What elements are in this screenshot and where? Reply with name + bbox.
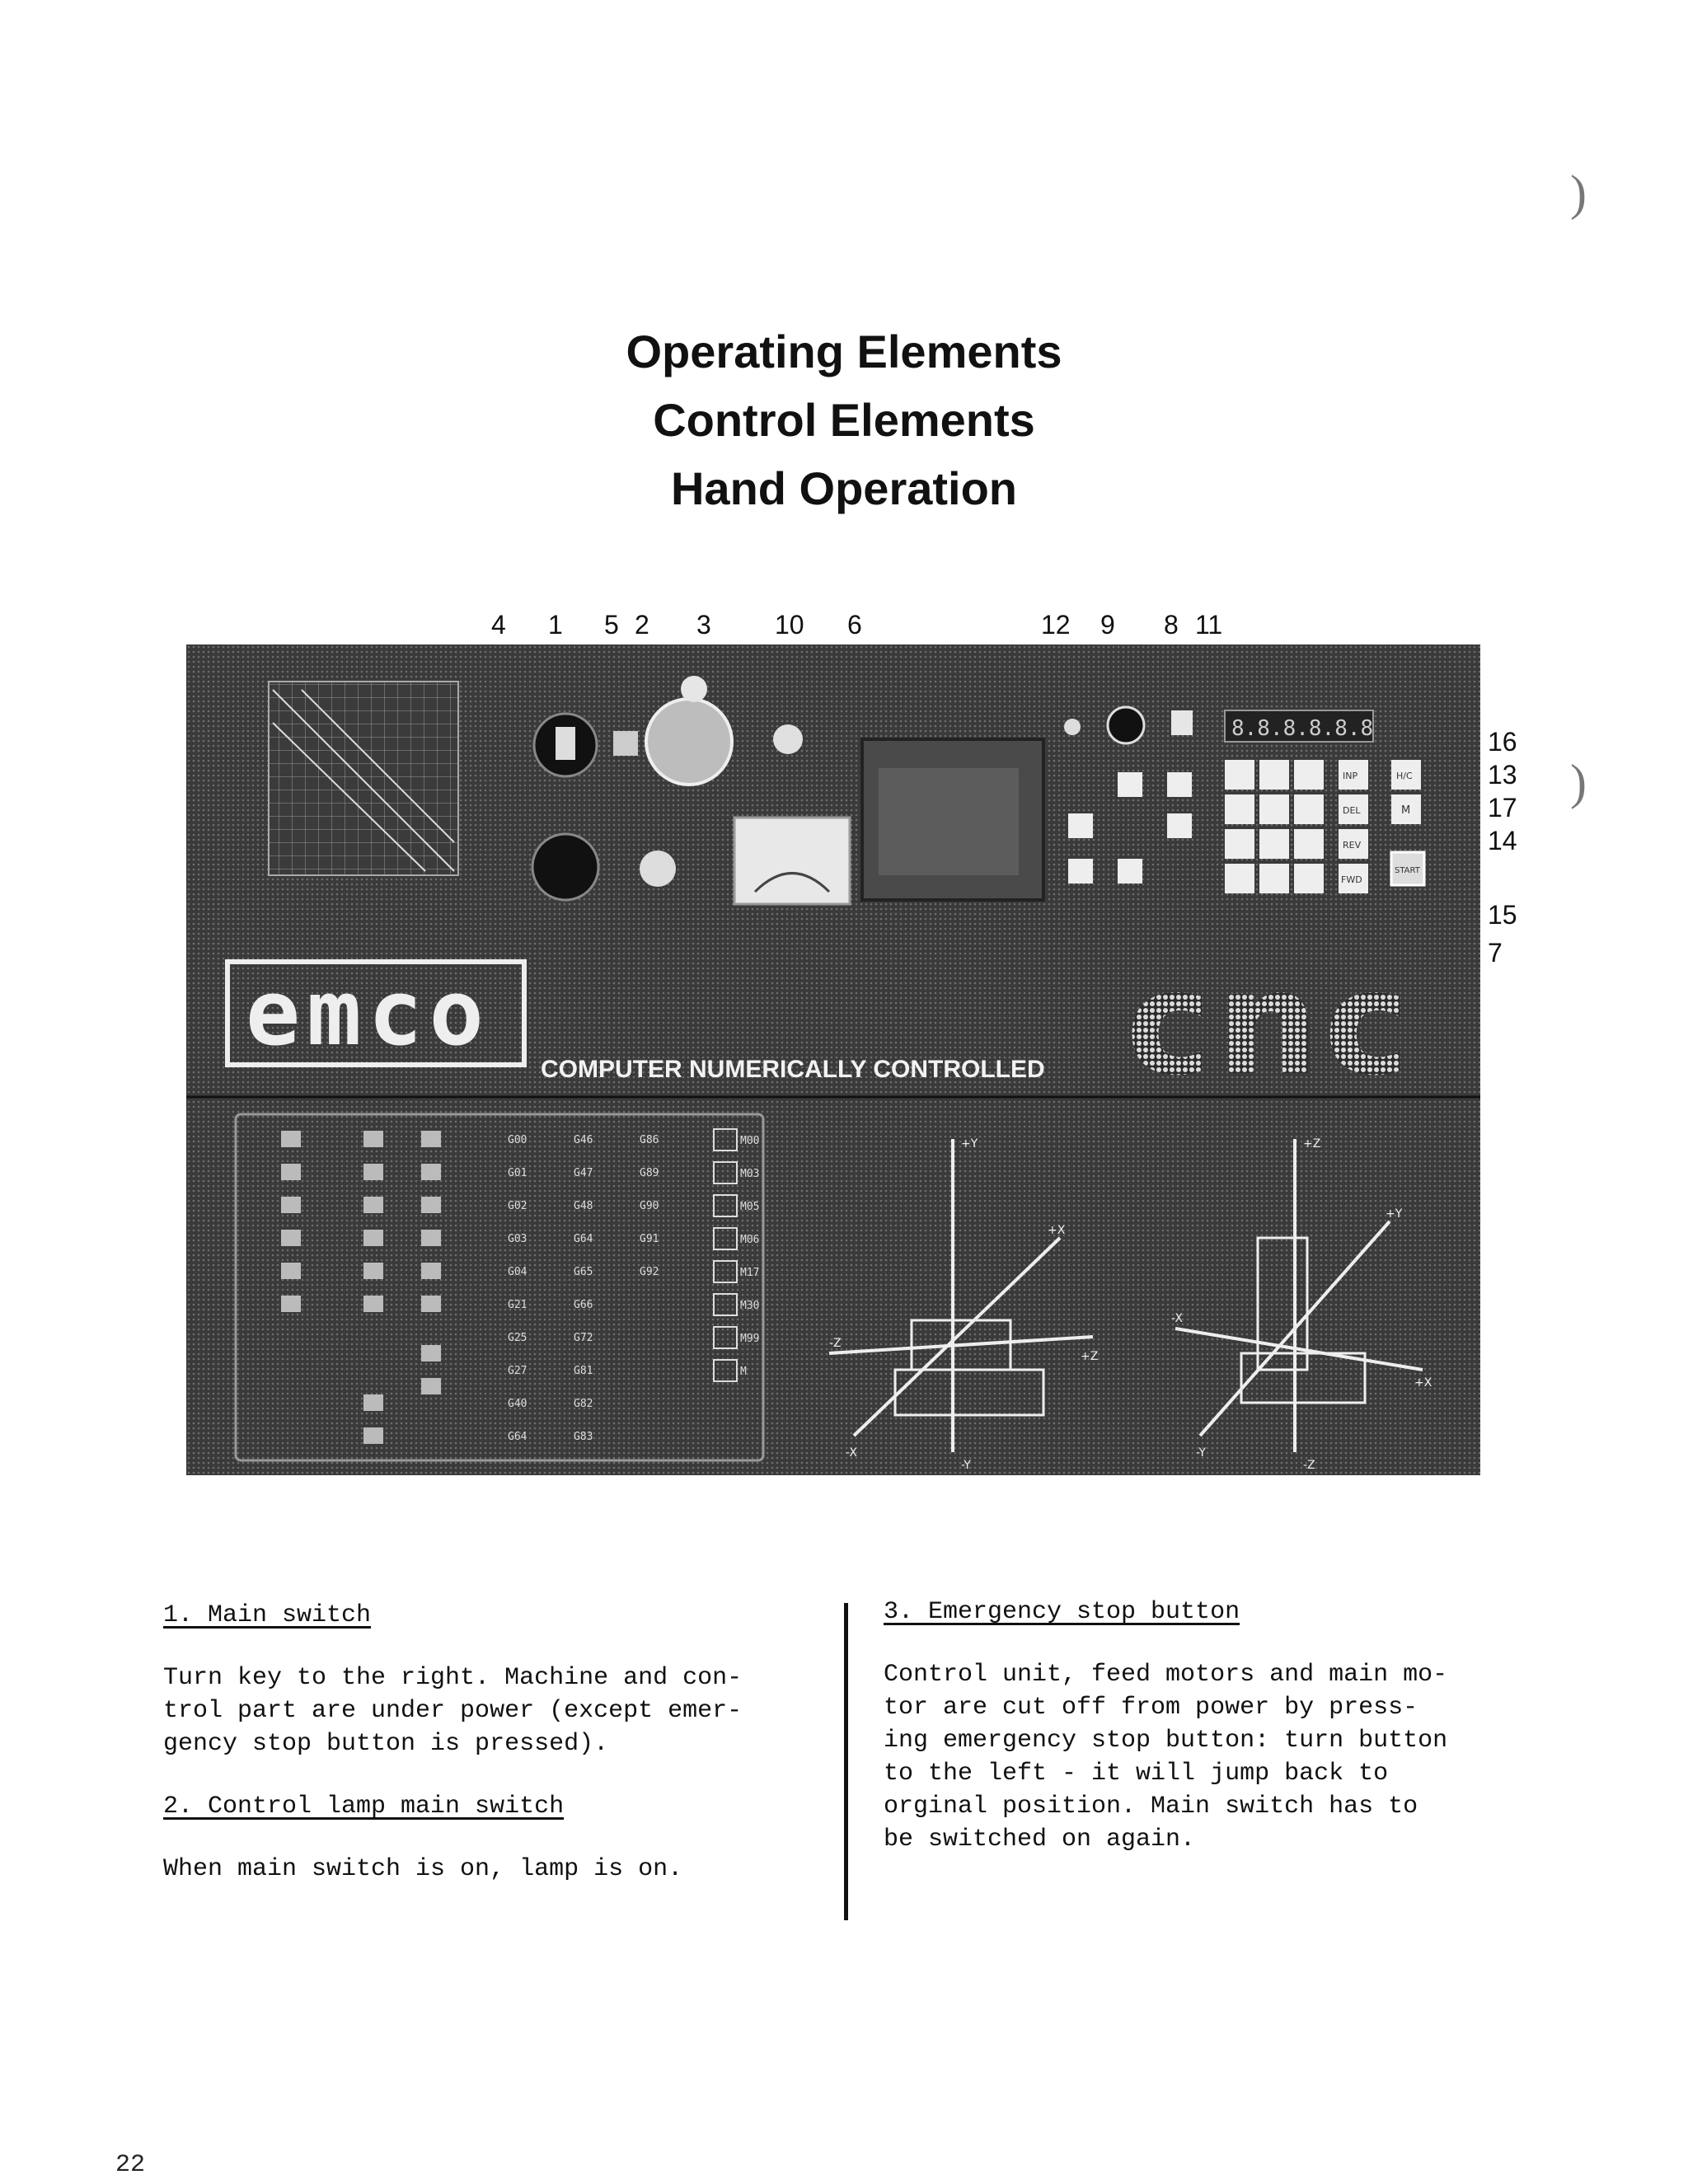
g-code: G40 [508,1398,528,1410]
g-code: G02 [508,1200,528,1212]
keypad-key[interactable] [1225,794,1254,824]
hc-key-label: H/C [1396,771,1413,781]
g-code: G25 [508,1332,528,1344]
jog-button[interactable] [1068,859,1093,883]
ammeter-icon [734,818,850,904]
g-code: G66 [574,1299,593,1311]
g-code: G03 [508,1233,528,1245]
jog-button[interactable] [1118,859,1142,883]
keypad-key[interactable] [1294,794,1324,824]
m-code: M05 [740,1201,760,1213]
callout-9: 9 [1100,610,1115,640]
callout-14: 14 [1488,826,1517,855]
g-code: G65 [574,1266,593,1278]
keypad-key[interactable] [1225,760,1254,790]
g-code: G00 [508,1134,528,1146]
axis-label: -X [1171,1312,1183,1325]
m-code: M00 [740,1135,760,1147]
m-code: M17 [740,1267,760,1279]
g-code: G21 [508,1299,528,1311]
callout-6: 6 [847,610,862,640]
callout-1: 1 [548,610,563,640]
section-1-text: Turn key to the right. Machine and con- trol part are under power (except emer- gency stop button is pressed). [163,1664,743,1758]
m-code: M06 [740,1234,760,1246]
control-panel-illustration [186,644,1480,1475]
g-code: G64 [574,1233,593,1245]
title-control-elements: Control Elements [653,394,1035,446]
m-key-label: M [1401,804,1411,817]
start-key-label: START [1395,866,1420,875]
axis-label: -X [846,1446,857,1460]
keypad-key[interactable] [1225,829,1254,859]
callout-16: 16 [1488,727,1517,757]
axis-label: +X [1414,1376,1432,1390]
g-code: G86 [640,1134,659,1146]
axis-label: -Y [1196,1446,1206,1460]
keypad-key[interactable] [1259,760,1289,790]
callout-15: 15 [1488,900,1517,930]
g-code: G27 [508,1365,528,1377]
panel-slogan: COMPUTER NUMERICALLY CONTROLLED [541,1056,1045,1083]
callout-4: 4 [491,610,506,640]
emergency-stop-icon[interactable] [646,699,732,785]
callout-13: 13 [1488,760,1517,790]
g-code: G46 [574,1134,593,1146]
left-column [163,1599,806,1886]
callout-7: 7 [1488,938,1503,968]
scan-mark: ) [1570,755,1587,809]
cnc-logo: cnc [1126,940,1415,1108]
title-hand-operation: Hand Operation [670,462,1018,514]
lower-panel [186,1098,1480,1475]
g-code: G83 [574,1431,593,1443]
keypad-key[interactable] [1294,864,1324,893]
g-code: G72 [574,1332,593,1344]
m-code: M30 [740,1300,760,1312]
keypad-key[interactable] [1294,760,1324,790]
inp-key-label: INP [1343,771,1358,781]
control-lamp-icon [613,731,638,756]
keypad-key[interactable] [1225,864,1254,893]
callout-2: 2 [635,610,649,640]
g-code: G81 [574,1365,593,1377]
jog-button[interactable] [1167,772,1192,797]
fwd-key-label: FWD [1341,874,1362,885]
button-8-icon[interactable] [1171,710,1193,735]
g-code: G04 [508,1266,528,1278]
g-code: G89 [640,1167,659,1179]
g-code: G01 [508,1167,528,1179]
column-divider [844,1603,848,1920]
del-key-label: DEL [1343,805,1361,816]
page-number: 22 [115,2151,146,2179]
callout-5: 5 [604,610,619,640]
callout-3: 3 [696,610,711,640]
m-code: M99 [740,1333,760,1345]
section-1-heading: 1. Main switch [163,1601,372,1629]
axis-label: -Z [1303,1459,1315,1472]
g-code: G47 [574,1167,593,1179]
g-code: G91 [640,1233,659,1245]
axis-label: +X [1048,1224,1066,1237]
callout-10: 10 [775,610,804,640]
display-digits: 8.8.8.8.8.8 [1231,716,1374,741]
control-panel-photo [186,644,1480,1475]
right-column [884,1596,1543,1856]
emco-logo [227,960,524,1066]
keypad-key[interactable] [1259,829,1289,859]
axis-label: +Z [1303,1137,1321,1151]
callout-12: 12 [1041,610,1071,640]
g-code: G92 [640,1266,659,1278]
g-code: G82 [574,1398,593,1410]
rev-key-label: REV [1343,840,1362,851]
section-3-text: Control unit, feed motors and main mo- tor are cut off from power by press- ing emergency stop button: turn button to the left - it will jump back to orginal position. Main switch has to be switched on again. [884,1661,1448,1854]
m-code: M [740,1366,747,1378]
keypad-key[interactable] [1294,829,1324,859]
section-2-heading: 2. Control lamp main switch [163,1793,565,1821]
section-3-heading: 3. Emergency stop button [884,1598,1240,1626]
jog-button[interactable] [1167,813,1192,838]
m-code: M03 [740,1168,760,1180]
keypad-key[interactable] [1259,864,1289,893]
section-2-text: When main switch is on, lamp is on. [163,1855,683,1883]
callout-8: 8 [1164,610,1179,640]
axis-label: +Z [1081,1350,1099,1363]
g-code: G90 [640,1200,659,1212]
spindle-speed-knob-icon[interactable] [640,851,676,887]
callout-17: 17 [1488,793,1517,823]
spindle-switch-icon[interactable] [532,834,598,900]
callout-11: 11 [1195,610,1223,640]
jog-button[interactable] [1118,772,1142,797]
title-block [0,317,1688,523]
keypad-key[interactable] [1259,794,1289,824]
emco-logo-text: emco [246,960,490,1066]
axis-label: -Y [961,1459,971,1472]
g-code: G64 [508,1431,528,1443]
lamp-12-icon [1064,719,1081,735]
axis-label: -Z [829,1337,842,1350]
scan-mark: ) [1570,166,1587,220]
mm-inch-switch-icon[interactable] [773,724,803,754]
feed-override-knob-icon[interactable] [1108,707,1144,743]
axis-label: +Y [961,1137,978,1151]
jog-button[interactable] [1068,813,1093,838]
g-code: G48 [574,1200,593,1212]
title-operating-elements: Operating Elements [626,326,1062,377]
axis-label: +Y [1386,1207,1403,1221]
